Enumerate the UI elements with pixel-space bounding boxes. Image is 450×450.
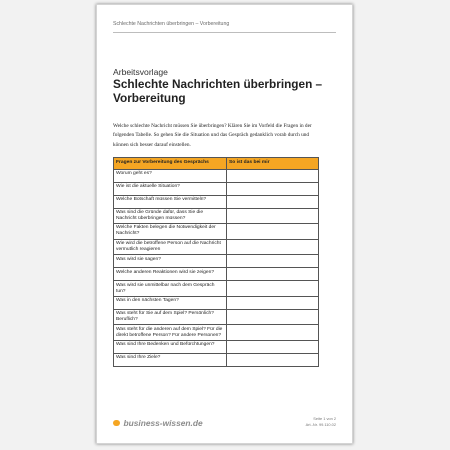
table-row — [114, 309, 319, 325]
table-row — [114, 325, 319, 341]
document-page — [96, 4, 353, 444]
preparation-table — [113, 157, 319, 367]
question-cell: Was sind Ihre Bedenken und Befürchtungen? — [114, 341, 227, 354]
table-row — [114, 341, 319, 354]
question-cell: Was wird sie sagen? — [114, 255, 227, 268]
answer-cell[interactable] — [227, 268, 319, 281]
question-cell: Was sind die Gründe dafür, dass Sie die Nachricht überbringen müssen? — [114, 208, 227, 224]
table-row — [114, 195, 319, 208]
table-row — [114, 208, 319, 224]
answer-cell[interactable] — [227, 281, 319, 297]
question-cell: Was wird sie unmittelbar nach dem Gespräch tun? — [114, 281, 227, 297]
table-row — [114, 239, 319, 255]
answer-cell[interactable] — [227, 208, 319, 224]
question-cell: Wie wird die betroffene Person auf die Nachricht vermutlich reagieren — [114, 239, 227, 255]
logo-dot-icon — [113, 420, 120, 427]
answer-cell[interactable] — [227, 224, 319, 240]
header-divider — [113, 32, 336, 33]
question-cell: Welche Fakten belegen die Notwendigkeit der Nachricht? — [114, 224, 227, 240]
question-cell: Welche anderen Reaktionen wird sie zeigen? — [114, 268, 227, 281]
question-cell: Was sind Ihre Ziele? — [114, 354, 227, 367]
table-row — [114, 169, 319, 182]
running-header: Schlechte Nachrichten überbringen – Vorbereitung — [113, 21, 230, 27]
column-header-answers: So ist das bei mir — [227, 158, 319, 170]
answer-cell[interactable] — [227, 169, 319, 182]
table-header-row — [114, 158, 319, 170]
article-number: Art.-Nr. 99.110.02 — [305, 422, 336, 428]
column-header-questions: Fragen zur Vorbereitung des Gesprächs — [114, 158, 227, 170]
document-title: Schlechte Nachrichten überbringen – Vorbereitung — [113, 77, 323, 105]
answer-cell[interactable] — [227, 309, 319, 325]
table-row — [114, 255, 319, 268]
brand-logo — [113, 418, 203, 428]
table-row — [114, 182, 319, 195]
page-number: Seite 1 von 2 — [313, 416, 336, 421]
table-row — [114, 281, 319, 297]
answer-cell[interactable] — [227, 354, 319, 367]
answer-cell[interactable] — [227, 325, 319, 341]
answer-cell[interactable] — [227, 341, 319, 354]
question-cell: Was steht für Sie auf dem Spiel? Persönlich? Beruflich? — [114, 309, 227, 325]
document-kicker: Arbeitsvorlage — [113, 67, 168, 77]
question-cell: Was steht für die anderen auf dem Spiel? Für die direkt betroffene Person? Für andere Personen? — [114, 325, 227, 341]
intro-paragraph: Welche schlechte Nachricht müssen Sie überbringen? Klären Sie im Vorfeld die Fragen in der folgenden Tabelle. So gehen Sie die Situation und das Gespräch gedanklich vorab durch und können sich besser darauf einstellen. — [113, 123, 312, 148]
answer-cell[interactable] — [227, 182, 319, 195]
question-cell: Wie ist die aktuelle Situation? — [114, 182, 227, 195]
answer-cell[interactable] — [227, 195, 319, 208]
logo-text: business-wissen.de — [123, 418, 203, 428]
table-row — [114, 296, 319, 309]
answer-cell[interactable] — [227, 296, 319, 309]
table-row — [114, 354, 319, 367]
question-cell: Was in den nächsten Tagen? — [114, 296, 227, 309]
question-cell: Welche Botschaft müssen Sie vermitteln? — [114, 195, 227, 208]
question-cell: Worum geht es? — [114, 169, 227, 182]
table-row — [114, 224, 319, 240]
answer-cell[interactable] — [227, 255, 319, 268]
answer-cell[interactable] — [227, 239, 319, 255]
footer-info — [306, 416, 336, 429]
table-row — [114, 268, 319, 281]
